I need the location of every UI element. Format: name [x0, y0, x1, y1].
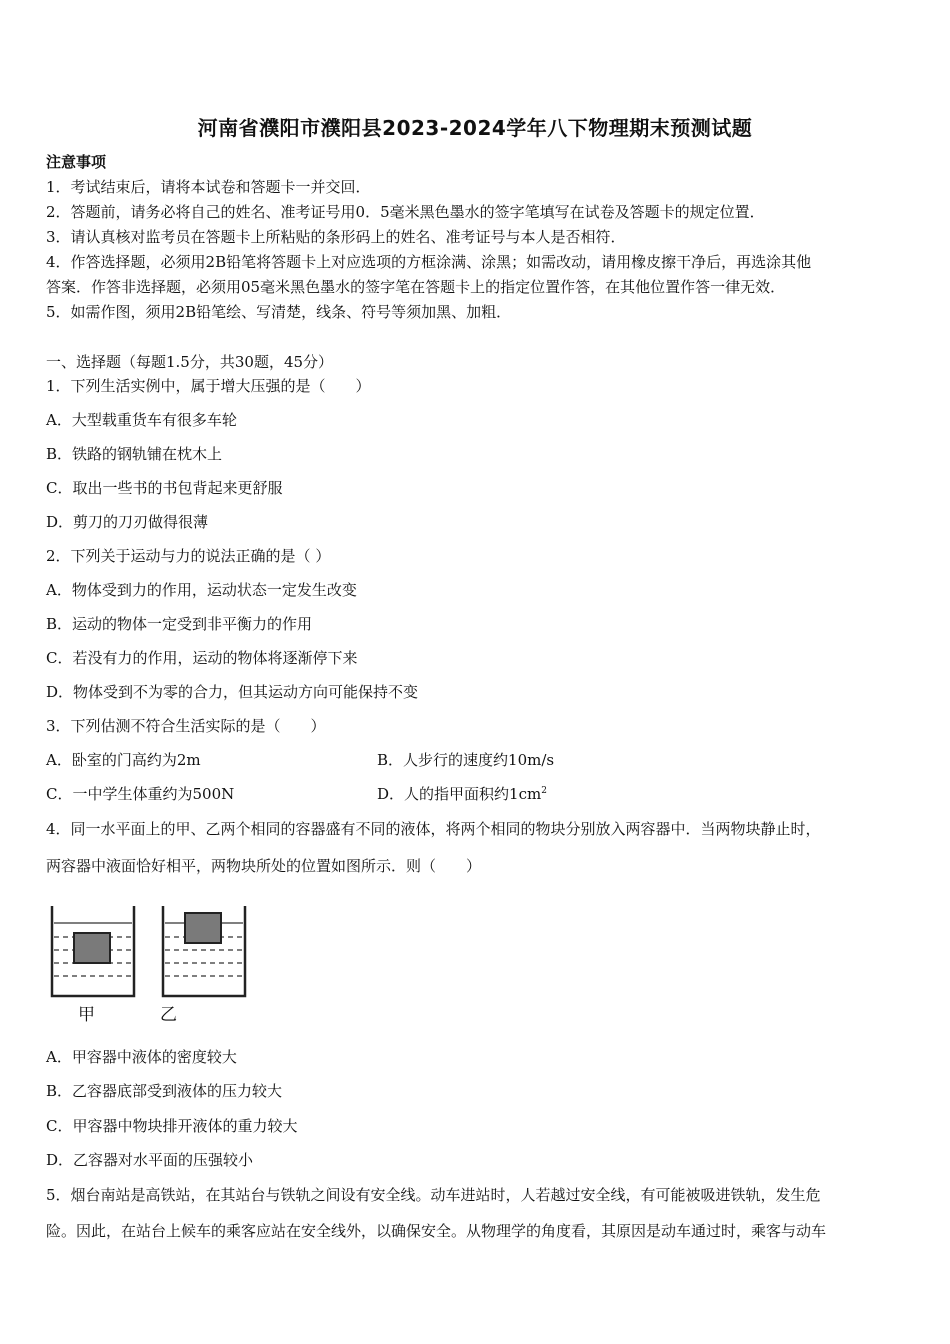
notice-item-4-cont: 答案．作答非选择题，必须用05毫米黑色墨水的签字笔在答题卡上的指定位置作答，在其他位置作答一律无效．	[46, 278, 786, 296]
q4-figure	[44, 900, 264, 1034]
q3-option-c: C．一中学生体重约为500N	[46, 785, 235, 803]
q4-option-a: A．甲容器中液体的密度较大	[46, 1048, 237, 1066]
containers-diagram	[44, 900, 264, 1030]
q1-option-b: B．铁路的钢轨铺在枕木上	[46, 445, 223, 463]
block-yi	[185, 913, 221, 943]
q2-option-a: A．物体受到力的作用，运动状态一定发生改变	[46, 581, 357, 599]
q3-option-d-superscript: 2	[541, 786, 547, 796]
q4-stem-line1: 4．同一水平面上的甲、乙两个相同的容器盛有不同的液体，将两个相同的物块分别放入两容器中．当两物块静止时，	[46, 820, 821, 838]
container-jia	[52, 906, 134, 996]
notice-heading: 注意事项	[46, 153, 107, 171]
label-jia: 甲	[78, 1005, 95, 1025]
notice-item-2: 2．答题前，请务必将自己的姓名、准考证号用0．5毫米黑色墨水的签字笔填写在试卷及答题卡的规定位置．	[46, 203, 765, 221]
notice-item-1: 1．考试结束后，请将本试卷和答题卡一并交回．	[46, 178, 371, 196]
q4-option-d: D．乙容器对水平面的压强较小	[46, 1151, 254, 1169]
container-yi	[163, 906, 245, 996]
notice-item-4: 4．作答选择题，必须用2B铅笔将答题卡上对应选项的方框涂满、涂黑；如需改动，请用橡皮擦干净后，再选涂其他	[46, 253, 812, 271]
q4-option-c: C．甲容器中物块排开液体的重力较大	[46, 1117, 298, 1135]
q1-stem: 1．下列生活实例中，属于增大压强的是（ ）	[46, 377, 371, 395]
q1-option-d: D．剪刀的刀刃做得很薄	[46, 513, 209, 531]
q3-option-d	[377, 784, 547, 804]
q1-option-a: A．大型载重货车有很多车轮	[46, 411, 237, 429]
q2-option-c: C．若没有力的作用，运动的物体将逐渐停下来	[46, 649, 358, 667]
q2-option-d: D．物体受到不为零的合力，但其运动方向可能保持不变	[46, 683, 419, 701]
notice-item-5: 5．如需作图，须用2B铅笔绘、写清楚，线条、符号等须加黑、加粗．	[46, 303, 512, 321]
q5-line1: 5．烟台南站是高铁站，在其站台与铁轨之间设有安全线。动车进站时，人若越过安全线，有可能被吸进铁轨，发生危	[46, 1186, 821, 1204]
label-yi: 乙	[160, 1005, 177, 1025]
q2-option-b: B．运动的物体一定受到非平衡力的作用	[46, 615, 313, 633]
q3-option-a: A．卧室的门高约为2m	[46, 751, 201, 769]
q1-option-c: C．取出一些书的书包背起来更舒服	[46, 479, 283, 497]
q3-option-d-text: D．人的指甲面积约1cm	[377, 785, 542, 803]
page-title: 河南省濮阳市濮阳县2023-2024学年八下物理期末预测试题	[197, 116, 753, 140]
notice-item-3: 3．请认真核对监考员在答题卡上所粘贴的条形码上的姓名、准考证号与本人是否相符．	[46, 228, 626, 246]
q3-option-b: B．人步行的速度约10m/s	[377, 751, 555, 769]
block-jia	[74, 933, 110, 963]
q4-stem-line2: 两容器中液面恰好相平，两物块所处的位置如图所示．则（ ）	[46, 857, 482, 875]
section-heading: 一、选择题（每题1.5分，共30题，45分）	[46, 353, 334, 371]
q4-option-b: B．乙容器底部受到液体的压力较大	[46, 1082, 283, 1100]
q5-line2: 险。因此，在站台上候车的乘客应站在安全线外，以确保安全。从物理学的角度看，其原因是动车通过时，乘客与动车	[46, 1222, 827, 1240]
q3-stem: 3．下列估测不符合生活实际的是（ ）	[46, 717, 326, 735]
q2-stem: 2．下列关于运动与力的说法正确的是（ ）	[46, 547, 331, 565]
